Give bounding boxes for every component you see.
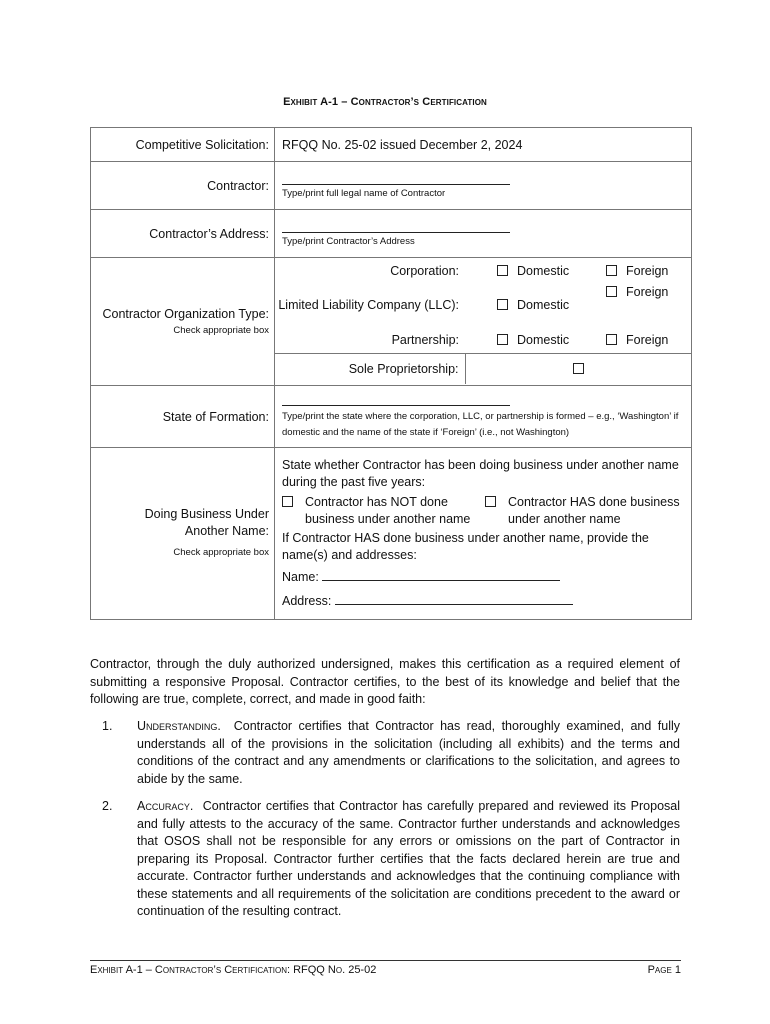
dba-address-field[interactable]: [335, 593, 573, 605]
domestic-label: Domestic: [517, 333, 570, 347]
item-number: 2.: [102, 799, 113, 813]
dba-has-done-label: Contractor HAS done business under another name: [508, 494, 680, 526]
contractor-label: Contractor:: [91, 162, 275, 210]
dba-sub: Check appropriate box: [173, 547, 269, 558]
solicitation-label: Competitive Solicitation:: [91, 128, 275, 162]
partnership-domestic-checkbox[interactable]: [497, 334, 508, 345]
list-item: [90, 798, 680, 921]
foreign-label: Foreign: [626, 263, 669, 278]
page-number: Page 1: [647, 964, 681, 976]
page-title: Exhibit A-1 – Contractor’s Certification: [283, 96, 487, 108]
dba-not-done-checkbox[interactable]: [282, 496, 293, 507]
solicitation-value: RFQQ No. 25-02 issued December 2, 2024: [275, 128, 692, 162]
dba-label: Doing Business Under Another Name:: [144, 507, 269, 538]
address-label: Contractor’s Address:: [91, 210, 275, 258]
contractor-hint: Type/print full legal name of Contractor: [282, 188, 446, 199]
corporation-domestic-checkbox[interactable]: [497, 265, 508, 276]
sole-proprietorship-row: [275, 354, 692, 384]
dba-followup: If Contractor HAS done business under another name, provide the name(s) and addresses:: [282, 530, 649, 562]
solicitation-row: [91, 128, 692, 162]
item-heading: Accuracy.: [137, 799, 194, 813]
sole-proprietorship-checkbox[interactable]: [573, 363, 584, 374]
corporation-foreign-checkbox[interactable]: [606, 265, 617, 276]
dba-name-label: Name:: [282, 569, 319, 584]
intro-paragraph: Contractor, through the duly authorized undersigned, makes this certification as a required element of submitting a responsive Proposal. Contractor certifies, to the best of its knowledge and belief that the following are true, complete, correct, and made in good faith:: [90, 657, 680, 706]
state-of-formation-field[interactable]: [282, 393, 510, 406]
dba-question: State whether Contractor has been doing business under another name during the past five years:: [282, 457, 679, 489]
llc-row: [275, 283, 692, 327]
llc-label: Limited Liability Company (LLC):: [278, 298, 459, 312]
org-type-row: [91, 258, 692, 386]
dba-name-field[interactable]: [322, 569, 560, 581]
sole-proprietorship-label: Sole Proprietorship:: [275, 354, 465, 384]
llc-foreign-checkbox[interactable]: [606, 286, 617, 297]
domestic-label: Domestic: [517, 298, 570, 312]
list-item: [90, 718, 680, 788]
certification-form: [90, 127, 692, 620]
partnership-row: [275, 327, 692, 353]
item-text: Contractor certifies that Contractor has carefully prepared and reviewed its Proposal and fully attests to the accuracy of the same. Contractor further understands and acknowledges that OSOS shall not be responsible for any errors or omissions on the part of Contractor in preparing its Proposal. Contractor further certifies that the facts declared herein are true and accurate. Contractor further understands and acknowledges that the continuing compliance with these statements and all requirements of the solicitation are conditions precedent to the award or continuation of the resulting contract.: [137, 799, 680, 918]
partnership-label: Partnership:: [391, 333, 459, 347]
foreign-label: Foreign: [626, 285, 669, 299]
item-number: 1.: [102, 719, 113, 733]
address-row: [91, 210, 692, 258]
state-hint: Type/print the state where the corporation, LLC, or partnership is formed – e.g., ‘Washington’ if domestic and the name of the state if ‘Foreign’ (i.e., not Washington): [282, 410, 679, 438]
contractor-row: [91, 162, 692, 210]
footer-left: Exhibit A-1 – Contractor’s Certification: RFQQ No. 25-02: [90, 964, 377, 976]
contractor-address-field[interactable]: [282, 220, 510, 233]
item-text: Contractor certifies that Contractor has read, thoroughly examined, and fully understands all of the provisions in the solicitation (including all exhibits) and the terms and conditions of the contract and any amendments or clarifications to the solicitation, and agrees to abide by the same.: [137, 719, 680, 786]
dba-row: [91, 448, 692, 620]
contractor-name-field[interactable]: [282, 172, 510, 185]
item-heading: Understanding.: [137, 719, 221, 733]
partnership-foreign-checkbox[interactable]: [606, 334, 617, 345]
corporation-label: Corporation:: [390, 263, 459, 278]
dba-not-done-label: Contractor has NOT done business under another name: [305, 494, 471, 526]
dba-has-done-checkbox[interactable]: [485, 496, 496, 507]
llc-domestic-checkbox[interactable]: [497, 299, 508, 310]
foreign-label: Foreign: [626, 333, 669, 347]
page-footer: [90, 960, 681, 976]
dba-address-label: Address:: [282, 593, 332, 608]
domestic-label: Domestic: [517, 263, 570, 278]
org-type-sub: Check appropriate box: [173, 325, 269, 336]
org-type-label: Contractor Organization Type:: [102, 307, 269, 321]
corporation-row: [275, 258, 692, 283]
state-label: State of Formation:: [91, 386, 275, 448]
address-hint: Type/print Contractor’s Address: [282, 236, 415, 247]
state-row: [91, 386, 692, 448]
